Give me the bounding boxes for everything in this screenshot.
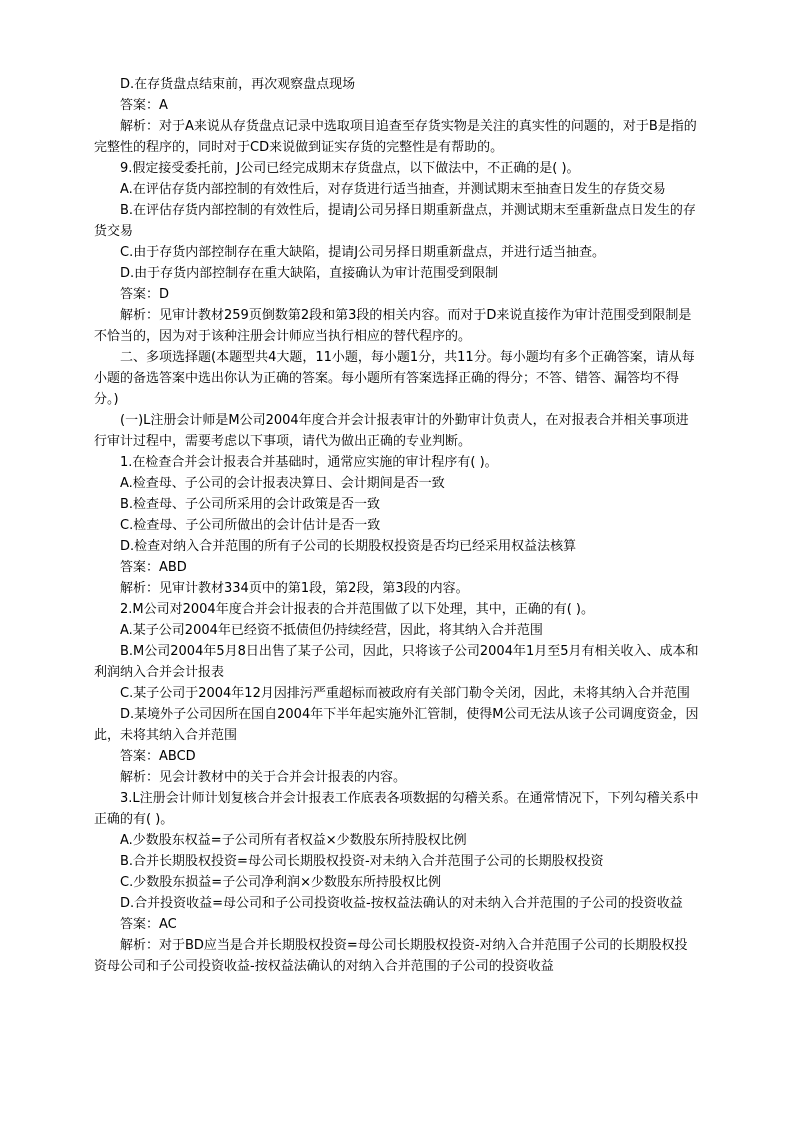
section-heading-multiple-choice: 二、多项选择题(本题型共4大题，11小题，每小题1分，共11分。每小题均有多个正确答案，请从每小题的备选答案中选出你认为正确的答案。每小题所有答案选择正确的得分；不答、错答、漏答均不得分。) — [94, 350, 695, 407]
option-d-q8: D.在存货盘点结束前，再次观察盘点现场 — [120, 77, 356, 92]
question-9: 9.假定接受委托前，J公司已经完成期末存货盘点，以下做法中，不正确的是( )。 — [120, 161, 580, 176]
mc3-option-c: C.少数股东损益=子公司净利润×少数股东所持股权比例 — [120, 875, 441, 890]
mc2-option-a: A.某子公司2004年已经资不抵债但仍持续经营，因此，将其纳入合并范围 — [120, 623, 543, 638]
document-body — [94, 74, 700, 977]
mc2-option-d: D.某境外子公司因所在国自2004年下半年起实施外汇管制，使得M公司无法从该子公司调度资金，因此，未将其纳入合并范围 — [94, 707, 699, 743]
option-a-q9: A.在评估存货内部控制的有效性后，对存货进行适当抽查，并测试期末至抽查日发生的存货交易 — [120, 182, 666, 197]
mc3-option-a: A.少数股东权益=子公司所有者权益×少数股东所持股权比例 — [120, 833, 467, 848]
case-intro: (一)L注册会计师是M公司2004年度合并会计报表审计的外勤审计负责人，在对报表合并相关事项进行审计过程中，需要考虑以下事项，请代为做出正确的专业判断。 — [94, 413, 689, 449]
mc1-option-c: C.检查母、子公司所做出的会计估计是否一致 — [120, 518, 381, 533]
mc2-option-b: B.M公司2004年5月8日出售了某子公司，因此，只将该子公司2004年1月至5月有相关收入、成本和利润纳入合并会计报表 — [94, 644, 699, 680]
mc1-analysis: 解析：见审计教材334页中的第1段，第2段，第3段的内容。 — [120, 581, 469, 596]
mc2-option-c: C.某子公司于2004年12月因排污严重超标而被政府有关部门勒令关闭，因此，未将其纳入合并范围 — [120, 686, 690, 701]
answer-q9: 答案：D — [120, 287, 170, 302]
mc3-answer: 答案：AC — [120, 917, 177, 932]
mc1-answer: 答案：ABD — [120, 560, 187, 575]
option-c-q9: C.由于存货内部控制存在重大缺陷，提请J公司另择日期重新盘点，并进行适当抽查。 — [120, 245, 606, 260]
mc3-option-d: D.合并投资收益=母公司和子公司投资收益-按权益法确认的对未纳入合并范围的子公司的投资收益 — [120, 896, 683, 911]
mc2-answer: 答案：ABCD — [120, 749, 196, 764]
option-d-q9: D.由于存货内部控制存在重大缺陷，直接确认为审计范围受到限制 — [120, 266, 499, 281]
mc3-option-b: B.合并长期股权投资=母公司长期股权投资-对未纳入合并范围子公司的长期股权投资 — [120, 854, 604, 869]
mc3-analysis: 解析：对于BD应当是合并长期股权投资=母公司长期股权投资-对纳入合并范围子公司的长期股权投资母公司和子公司投资收益-按权益法确认的对纳入合并范围的子公司的投资收益 — [94, 938, 688, 974]
mc-question-3: 3.L注册会计师计划复核合并会计报表工作底表各项数据的勾稽关系。在通常情况下，下列勾稽关系中正确的有( )。 — [94, 791, 699, 827]
mc-question-1: 1.在检查合并会计报表合并基础时，通常应实施的审计程序有( )。 — [120, 455, 498, 470]
mc-question-2: 2.M公司对2004年度合并会计报表的合并范围做了以下处理，其中，正确的有( )。 — [120, 602, 594, 617]
mc1-option-d: D.检查对纳入合并范围的所有子公司的长期股权投资是否均已经采用权益法核算 — [120, 539, 577, 554]
option-b-q9: B.在评估存货内部控制的有效性后，提请J公司另择日期重新盘点，并测试期末至重新盘点日发生的存货交易 — [94, 203, 696, 239]
answer-q8: 答案：A — [120, 98, 168, 113]
mc1-option-b: B.检查母、子公司所采用的会计政策是否一致 — [120, 497, 381, 512]
mc1-option-a: A.检查母、子公司的会计报表决算日、会计期间是否一致 — [120, 476, 445, 491]
analysis-q9: 解析：见审计教材259页倒数第2段和第3段的相关内容。而对于D来说直接作为审计范围受到限制是不恰当的，因为对于该种注册会计师应当执行相应的替代程序的。 — [94, 308, 692, 344]
mc2-analysis: 解析：见会计教材中的关于合并会计报表的内容。 — [120, 770, 407, 785]
analysis-q8: 解析：对于A来说从存货盘点记录中选取项目追查至存货实物是关注的真实性的问题的，对于B是指的完整性的程序的，同时对于CD来说做到证实存货的完整性是有帮助的。 — [94, 119, 697, 155]
